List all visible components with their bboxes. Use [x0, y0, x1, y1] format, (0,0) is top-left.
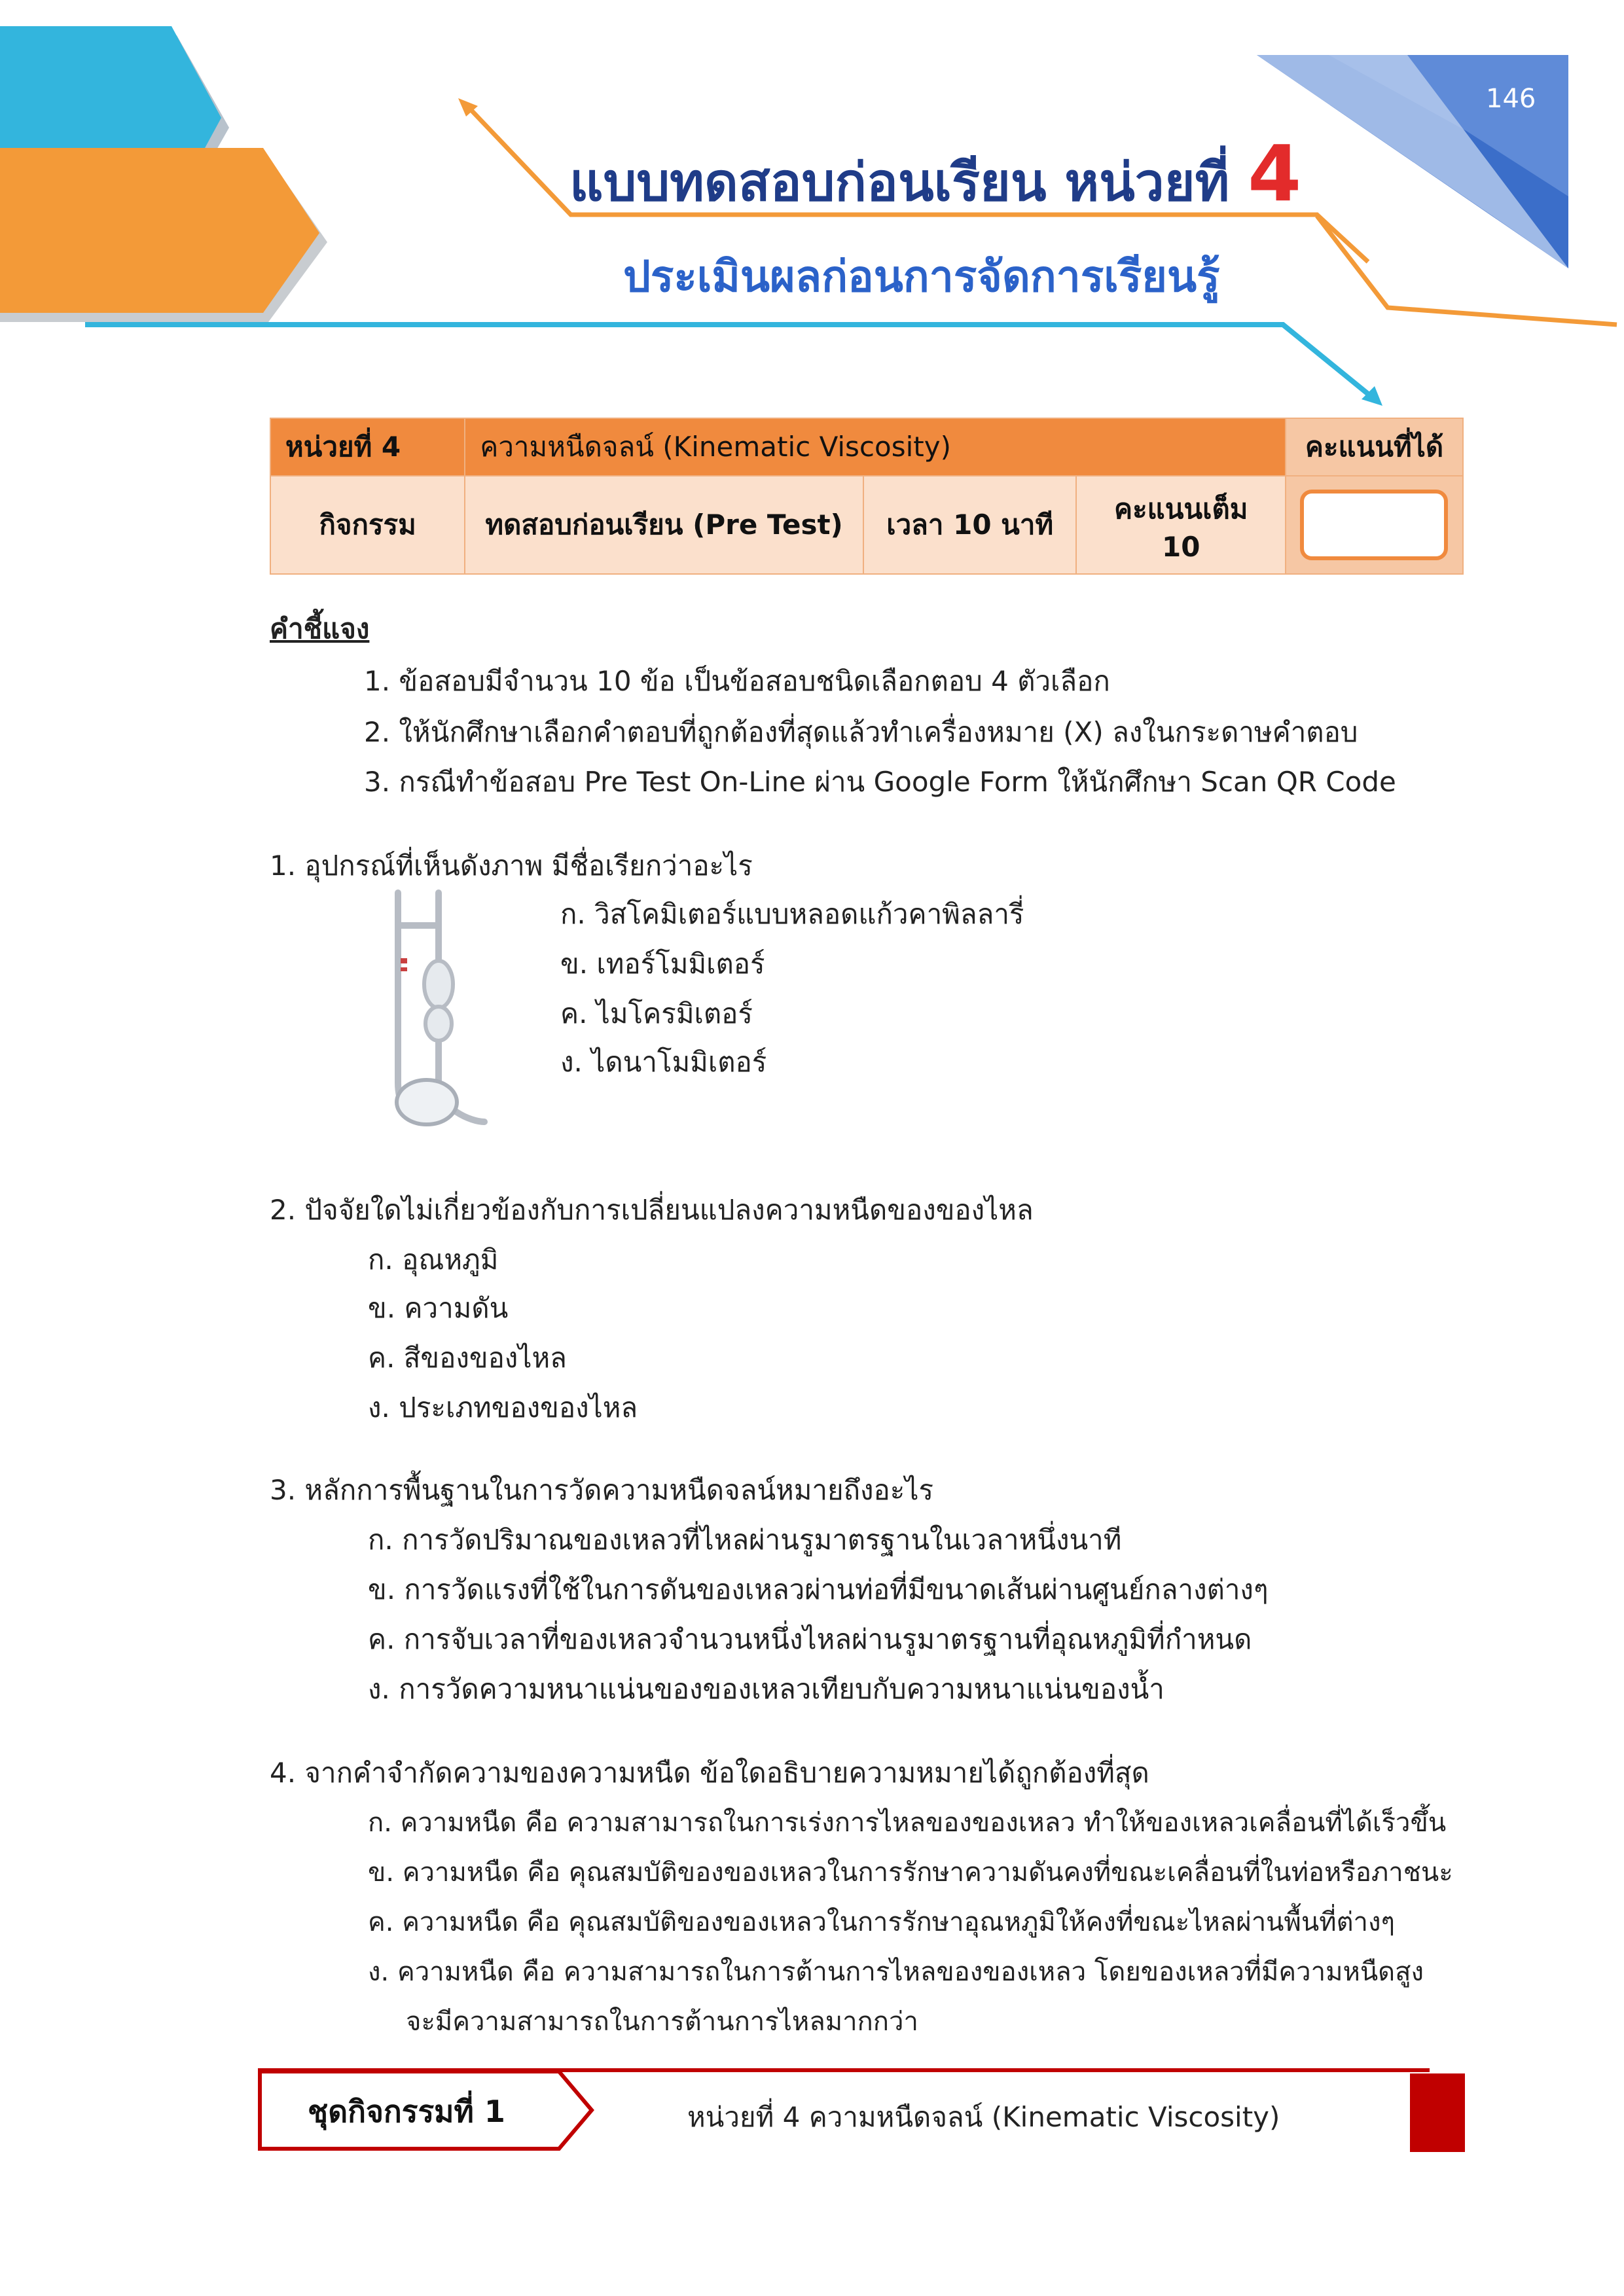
info-table-row-activity [270, 476, 1463, 574]
question-2-choice[interactable]: ค. สีของของไหล [368, 1342, 567, 1374]
question-2-choice[interactable]: ข. ความดัน [368, 1292, 509, 1324]
unit-label-cell: หน่วยที่ 4 [270, 418, 465, 476]
instructions-heading: คำชี้แจง [270, 613, 370, 645]
page-title-number: 4 [1248, 128, 1302, 219]
question-2-choice[interactable]: ก. อุณหภูมิ [368, 1244, 499, 1276]
time-cell: เวลา 10 นาที [863, 476, 1077, 574]
question-1-choice[interactable]: ก. วิสโคมิเตอร์แบบหลอดแก้วคาพิลลารี่ [560, 898, 1024, 930]
full-score-cell: คะแนนเต็ม 10 [1076, 476, 1286, 574]
unit-name-cell: ความหนืดจลน์ (Kinematic Viscosity) [465, 418, 1286, 476]
page-subtitle: ประเมินผลก่อนการจัดการเรียนรู้ [623, 251, 1220, 302]
question-4-choice[interactable]: ก. ความหนืด คือ ความสามารถในการเร่งการไหลของของเหลว ทำให้ของเหลวเคลื่อนที่ได้เร็วขึ้น [368, 1808, 1447, 1838]
header-decoration [0, 0, 1624, 458]
score-entry-box[interactable] [1300, 490, 1448, 560]
question-1-choice[interactable]: ค. ไมโครมิเตอร์ [560, 997, 753, 1030]
score-entry-cell [1286, 476, 1463, 574]
question-1: 1. อุปกรณ์ที่เห็นดังภาพ มีชื่อเรียกว่าอะไร [270, 850, 753, 882]
viscometer-image [367, 886, 524, 1148]
question-1-choice[interactable]: ง. ไดนาโมมิเตอร์ [560, 1046, 767, 1078]
question-3: 3. หลักการพื้นฐานในการวัดความหนืดจลน์หมายถึงอะไร [270, 1474, 934, 1506]
question-2-choice[interactable]: ง. ประเภทของของไหล [368, 1391, 638, 1424]
instruction-item: 1. ข้อสอบมีจำนวน 10 ข้อ เป็นข้อสอบชนิดเลือกตอบ 4 ตัวเลือก [364, 665, 1110, 697]
cyan-arrow-line [85, 325, 1375, 399]
page-number: 146 [1486, 84, 1536, 114]
instruction-item: 2. ให้นักศึกษาเลือกคำตอบที่ถูกต้องที่สุดแล้วทำเครื่องหมาย (X) ลงในกระดาษคำตอบ [364, 716, 1358, 748]
question-3-choice[interactable]: ค. การจับเวลาที่ของเหลวจำนวนหนึ่งไหลผ่านรูมาตรฐานที่อุณหภูมิที่กำหนด [368, 1623, 1252, 1655]
question-4-continuation: จะมีความสามารถในการต้านการไหลมากกว่า [406, 2007, 918, 2037]
footer-activity-set: ชุดกิจกรรมที่ 1 [308, 2094, 505, 2129]
activity-name-cell: ทดสอบก่อนเรียน (Pre Test) [465, 476, 863, 574]
page-title [569, 128, 1301, 224]
activity-label-cell: กิจกรรม [270, 476, 465, 574]
question-3-choice[interactable]: ก. การวัดปริมาณของเหลวที่ไหลผ่านรูมาตรฐานในเวลาหนึ่งนาที [368, 1524, 1122, 1556]
question-3-choice[interactable]: ง. การวัดความหนาแน่นของของเหลวเทียบกับความหนาแน่นของน้ำ [368, 1673, 1164, 1705]
instruction-item: 3. กรณีทำข้อสอบ Pre Test On-Line ผ่าน Google Form ให้นักศึกษา Scan QR Code [364, 766, 1396, 798]
footer-unit-text: หน่วยที่ 4 ความหนืดจลน์ (Kinematic Viscosity) [687, 2101, 1280, 2133]
question-4-choice[interactable]: ข. ความหนืด คือ คุณสมบัติของของเหลวในการรักษาความดันคงที่ขณะเคลื่อนที่ในท่อหรือภาชนะ [368, 1857, 1453, 1888]
question-4-choice[interactable]: ง. ความหนืด คือ ความสามารถในการต้านการไหลของของเหลว โดยของเหลวที่มีความหนืดสูง [368, 1957, 1424, 1987]
score-label-cell: คะแนนที่ได้ [1286, 418, 1463, 476]
page-title-text: แบบทดสอบก่อนเรียน หน่วยที่ [569, 152, 1248, 213]
question-1-choice[interactable]: ข. เทอร์โมมิเตอร์ [560, 948, 765, 980]
question-4: 4. จากคำจำกัดความของความหนืด ข้อใดอธิบายความหมายได้ถูกต้องที่สุด [270, 1757, 1149, 1789]
question-3-choice[interactable]: ข. การวัดแรงที่ใช้ในการดันของเหลวผ่านท่อที่มีขนาดเส้นผ่านศูนย์กลางต่างๆ [368, 1573, 1269, 1605]
question-2: 2. ปัจจัยใดไม่เกี่ยวข้องกับการเปลี่ยนแปลงความหนืดของของไหล [270, 1194, 1034, 1226]
info-table-row-unit [270, 418, 1463, 476]
footer-red-block [1410, 2073, 1465, 2152]
question-4-choice[interactable]: ค. ความหนืด คือ คุณสมบัติของของเหลวในการรักษาอุณหภูมิให้คงที่ขณะไหลผ่านพื้นที่ต่างๆ [368, 1907, 1396, 1937]
info-table [270, 418, 1464, 575]
